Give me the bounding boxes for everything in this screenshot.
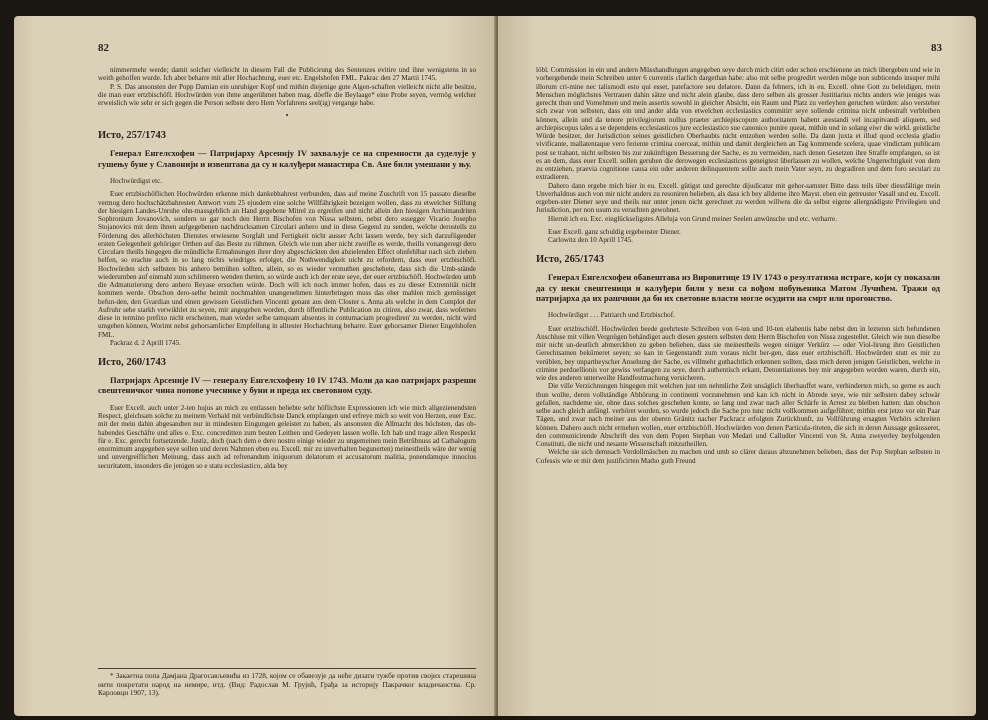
section-summary-265: Генерал Енгелсхофен обавештава из Вировитице 19 IV 1743 о резултатима истраге, који су показали да су неки свештеници и калуђери били у вези са вођом побуњеника Матом Лучићем. Тражи од патријарха да их рашчини да би их световне власти могле осудити на смрт или прогонство. [536,272,940,304]
footnote-text: * Закаетна попа Дамјана Драгосављевића из 1728, којом се обавезује да неће дизати тужбе против својих старешина нити покретати народ на немире, итд. (Вид: Радослав М. Грујић, Грађа за историју Пакрачког владичанства. Ср. Карловци 1907, 13). [98,671,476,698]
continued-paragraph: löbl. Commission in ein und andern Müsshandlungen angegeben seye durch mich citirt oder schon erschienene an mich übergeben und wie in vorhergehende mein Schreiben unter 6 currentis clarlich dargethan habe: also mit selbe progredirt werden möge non subticendo insuper mihi illorum cri-mine nec talismodi esto qui esset, patefactore seu delatore. Dann da fehners, ich in eu. Excell. ohne Gott zu beleidigen, mein Menschen möglichstes Vertrauen dahin sätze und nicht alein glaube, dass dero selben als grosser Justitiarius nichts anders wie jeniges was gerecht thun und Vornehmen und mein assertis sowohl in gleicher Absicht, ein Raum und Platz zu verleyhen geruchen würden: also versteher sich zwar von selbsten, dass ein und ander alda von etwelchen ecclesiastics commitirr seye sollende crimina nicht unbestraft verbleiben können, allein und da tenore privilegiorum nullus praeter archiepiscopum authoritatem habent arestandi vel incapitvandi aliquem, sed archiepiscopus tales a se dependens ecclesiasticos jure ecclesiastico sue canonico punire queat, mithin und in solang eiwr die wirkl. geistliche Würde besitzer, der Jurisdiction seines geistlichen Oberhaubts nicht entzohen werden solle. Da dann juxta et illud quod ecclesia gladio vivificante, mallatentaque vero feriente crimina coerceat, mithin und damit dergleichen an Tag kommende scelera, quae vindictam publicam post se trahant, nicht selbsten bis zur zukünftigen Besserung der Sache, es zu vermeiden, nach denen Gesetzen ihre Straffe empfangen, so ist es an dem, dass euer Excell. sollen geruhen die derowegen ecclesiasticos geneigtest überlassen zu wollen, welche Ungerechtigkeit von dem zu entziehen, praevia cognitione causa ein oder anderen delinquentem sollte auch mein Vater seyn, zu degradiren und dem foro seculari zu extradieren. [536,66,940,182]
footnote [98,668,476,698]
section-summary-257: Генерал Енгелсхофен — Патријарху Арсенију IV захваљује се на спремности да суделује у гушењу буне у Славонији и извештава да су и калуђери манастира Св. Ане били умешани у њу. [98,148,476,169]
section-ornament: • [285,111,289,121]
greeting-265: Hochwürdigst . . . Patriarch und Ertzbischof. [548,311,675,320]
footnote-rule [98,668,476,669]
section-summary-260: Патријарх Арсеније IV — генералу Енгелсхофену 10 IV 1743. Моли да као патријарх разреши свештеничког чина попове учеснике у буни и преда их световном суду. [98,375,476,396]
letter-body-265-2: Die ville Verzichnungen hingegen mit welchen just um nehmliche Zeit unsäglich überhauffet ware, verhinderten mich, so gerne es auch thun wollte, deren vollständige Abhörung in continenti vorzunehmen und kan ich nicht in Abrede seye, wie mir selbsten dabey schwär gefallen, nachdeme sie, ohne dass solches geschehen konte, so lang und zwar nach aller Schärfe in Arrest zu bleiben hatten; dan obschon selbe auch gleich anfängl. verhöret worden, so wurde jedoch die Sache pro tunc nicht vollkommen aufgeführet; mithin erst jetzo vor ein Paar Tägen, und zwar nach meiner aus der oberen Gränitz nacher Packracz erfolgten Zurückhunft, zu Vollführung ersagten Verhörs schreiten können. Dahero auch nicht ermehen wollen, euer ertzbischöfl. Hochwürden von denen Particula-riteten, die sich in deren Aussage geäusseret, den communicirende Abschrift des von dem Popen Stephan von Medari und Calludier Vincenti von St. Anna zweyerley beyfolgenden Constituti, die nicht und nesante Wissenschaft mitzutheillen. [536,382,940,449]
body-paragraph-2: Dahero dann ergebe mich hier in eu. Excell. gütigst und gerechte dijudicatur mit gehor-samster Bitte dass teils über diessfältige mein Unverhaldnus auch von mir nicht anders zu resoniren belieben, als dass ich bey allderne ihro Mayst. eben ein getreuster Vasall und eu. Excell. ergeben-ster Diener seye und theils nur unter jenen nicht gerechnet zu werden willwns die da selbst eigene allergnädigste Privilegien und Jurisdiction, per non usum zu verachten gewohnet. [536,181,940,215]
letter-body-265-1: Euer ertzbischöfl. Hochwürden beede geehrteste Schreiben von 6-ten und 10-ten elabentis habe nebst den in lezteren sich befundenen Anschluse mit villen Vergnügen behändiget auch diesen gestern selbsten dem Herrn Bischofen von Nissa zugestellet. Gleich wie nun dieselbe mir nicht un-deutlich abmerckhen zu geben belieben, dass sie meinestheils wegen einiger Verkürz — oder Viol-lirung ihro Geistlichen Gerechtsamen bekümeret seyen; so kan in Gegenstandt zum voraus nicht ber-gen, dass euer ertzbischöfl. Hochwürden stutt es mir zu verüblen, bey unpartheyscher Ansehung der Sache, es villmehr guthachtlich erkennen sollten, dass mich deren jenigen Geistlichen, welche in crimine perduellionis vor gewiss verfangen zu seye, durch authentisch erkant, Denuntiationes bey mir angegeben worden waren, durch ein, wie des anderen unterweilte Handfestmachung versicheren. [536,324,940,383]
page-number-left: 82 [98,42,109,54]
section-heading-265: Исто, 265/1743 [536,254,605,266]
letter-date: Carlowitz den 10 Aprill 1745. [548,236,633,244]
letter-close-257: Packraz d. 2 Aprill 1745. [110,338,181,347]
letter-body-257: Euer ertzbischöflichen Hochwürden erkenne mich dankebhahrest verbunden, dass auf meine Zuschrift von 15 passato dieselbe vermog dero hochschätzbahresten Antwort vom 25 ejusdem eine solche Willfährigkeit bezeigen wollen, dass zu etwelcher Stillung der hiesigen Landes-Unruhe ohn-massgeblich an Hand gegebene Mitrel zu ergreifen und nicht allein den hiesigen Archimandriten Sophronium Jovanovich, sondern so gar noch den Herrn Bischofen von Nissa selbsten, nebst dero essegger Vicario Josepho Stojanovics mit dem ihnen aufgegebenen nachdrucksamen Circulari anhero und in diese Gegend zu senden, welche derosteils zu Förderung des allerhöchsten Dienstes erwiesene Sorgfalt und Fertigkeit nicht ausser Acht lassen werde, bey sich darzufügender ersten Gelegenheit gehöriger Orthen auf das Beste zu rühmen. Gleich wie nun aber nicht zweifle es werde, theills vonangeregt dero Circulare theills hingegen die mündliche Ermahnungen ihrer drey abgeschickten den abzielenden Effect ohnfehlbar nach sich ziehen helfen, so erachte auch in so lang nichts wiedriges erfolget, die Nothwendigkeit nicht zu erfordern, dass euer ertzbischöfl. Hochwürden sich selbsten bis anhero bemühen sollten, allein, so es wieder vermuthen geschehete, dass sich die Umb-stände wiederumben auf einmahl zum schlimeren wenden thetten, so würde auch ich der erste seye, der euer ertzbischöfl. Hochwürden umb die Admaturierung dero anhero Reyase ersuchen würde. Doch will ich noch immer hofen, dass es zu dieser Extremität nicht kommen werde. Obschon dero-selbe heimit nochmahlen unangenehmen hinterbringen muss das eher mahlen mich gemüssiget befun-den, den Gvardian und einen gewissen Geistlichen Vincenti genant aus dem Closter s. Anna als welche in dem Complot der Aufruhr sehe starkh verwikhlet zu seyen, mir angegeben worden, durch öffentliche Publication zu citiren, also zwar, dass wofernes diese in termino prefixo nicht erscheinen, man wieder selbe tamquam absentes in contumaciam progrediren' zu werden, nicht wird umgehen können, Worimt nebst gehorsamlicher Empfellung in alltester Hochachtung beharre. Euer gehorsamer Diener Engelshofen FML. [98,190,476,339]
letter-body-265-3: Welche sie sich demnach Verdollmäschen zu machen und umb so clärer daraus abzunehmen belieben, dass der Pop Stephan selbsten in Cofessis wie er mit dem justificirten Matho guth Freund [536,448,940,465]
left-column [98,66,476,470]
body-paragraph-3: Hiernit ich eu. Exc. einglückseligstes Alleluja von Grund meiner Seelen anwünsche und etc. verharre. [548,214,837,223]
right-page [498,16,976,716]
page-number-right: 83 [931,42,942,54]
left-page [14,16,496,716]
section-heading-260: Исто, 260/1743 [98,357,167,369]
greeting-257: Hochwürdigst etc. [110,177,163,186]
right-column [536,66,940,465]
letter-signature: Euer Excell. ganz schuldig ergebenster Diener. [548,227,681,236]
section-heading-257: Исто, 257/1743 [98,130,167,142]
intro-paragraph-1: nimmermehr werde; damit solcher vielleicht in diesem Fall die Publicirung des Sentenzes evitire und ihne wenigstens in so weith geholfen wurde. Ich aber beharre mit aller Hochachtung, euer etc. Engelshofen FML. Pakrac den 27 Martii 1745. [98,66,476,83]
intro-paragraph-2: P. S. Das ansonsten der Popp Damian ein unruhiger Kopf und mithin diejenige gute Algen-schaften vielleicht nicht alle besitze, die man euer ertzbischöfl. Hochwürden von ihme angerühmet haben mag, döeffe die Beylaage* eine Probe seyen, vermög welcher erweislich wie sehr er sich gegen die Person selbste dero Hem Vorfahrens seel(ig) vergange habe. [98,82,476,107]
letter-body-260: Euer Excell. auch unter 2-ten hujus an mich zu entlassen beliebte sehr höflichste Expressionen ich wie mich allgezienendsten Respect, gleichsam solche zu meinem Verhald mit verbündlichste Danck empfangen und erfreye mich so weit von Herzen, euer Exc. mit der mein dahin abgesandten nur in mindesten Eingungen geleistet zu haben, als ansonsten die Allmacht des höchsten, das ob-habendes Geschäfte und alles e. Exc. concreditten zum besten Leithen und Gedeyen lassen wolle. Ich hab und trage allen Respeckt für e. Exc. gerecht fortsetzende. Justiz, doch (nach dem e dero nostro einige wieder zu ungemeinen mein Betrübnuss ad Cathalogum enormimum angegeben seye sollen und deren Nahmen eben eu. Excell. mir zu unverhalten begunerten) meinestheils wäre der wenig und unvergreiflichen Meinung, dass auch ad refrenandum iniquorum delatorum et accusatorum malitia, ponendamque innocius securitatem, insonders die jenigen so e statu ecclesiastico, alda bey [98,403,476,470]
